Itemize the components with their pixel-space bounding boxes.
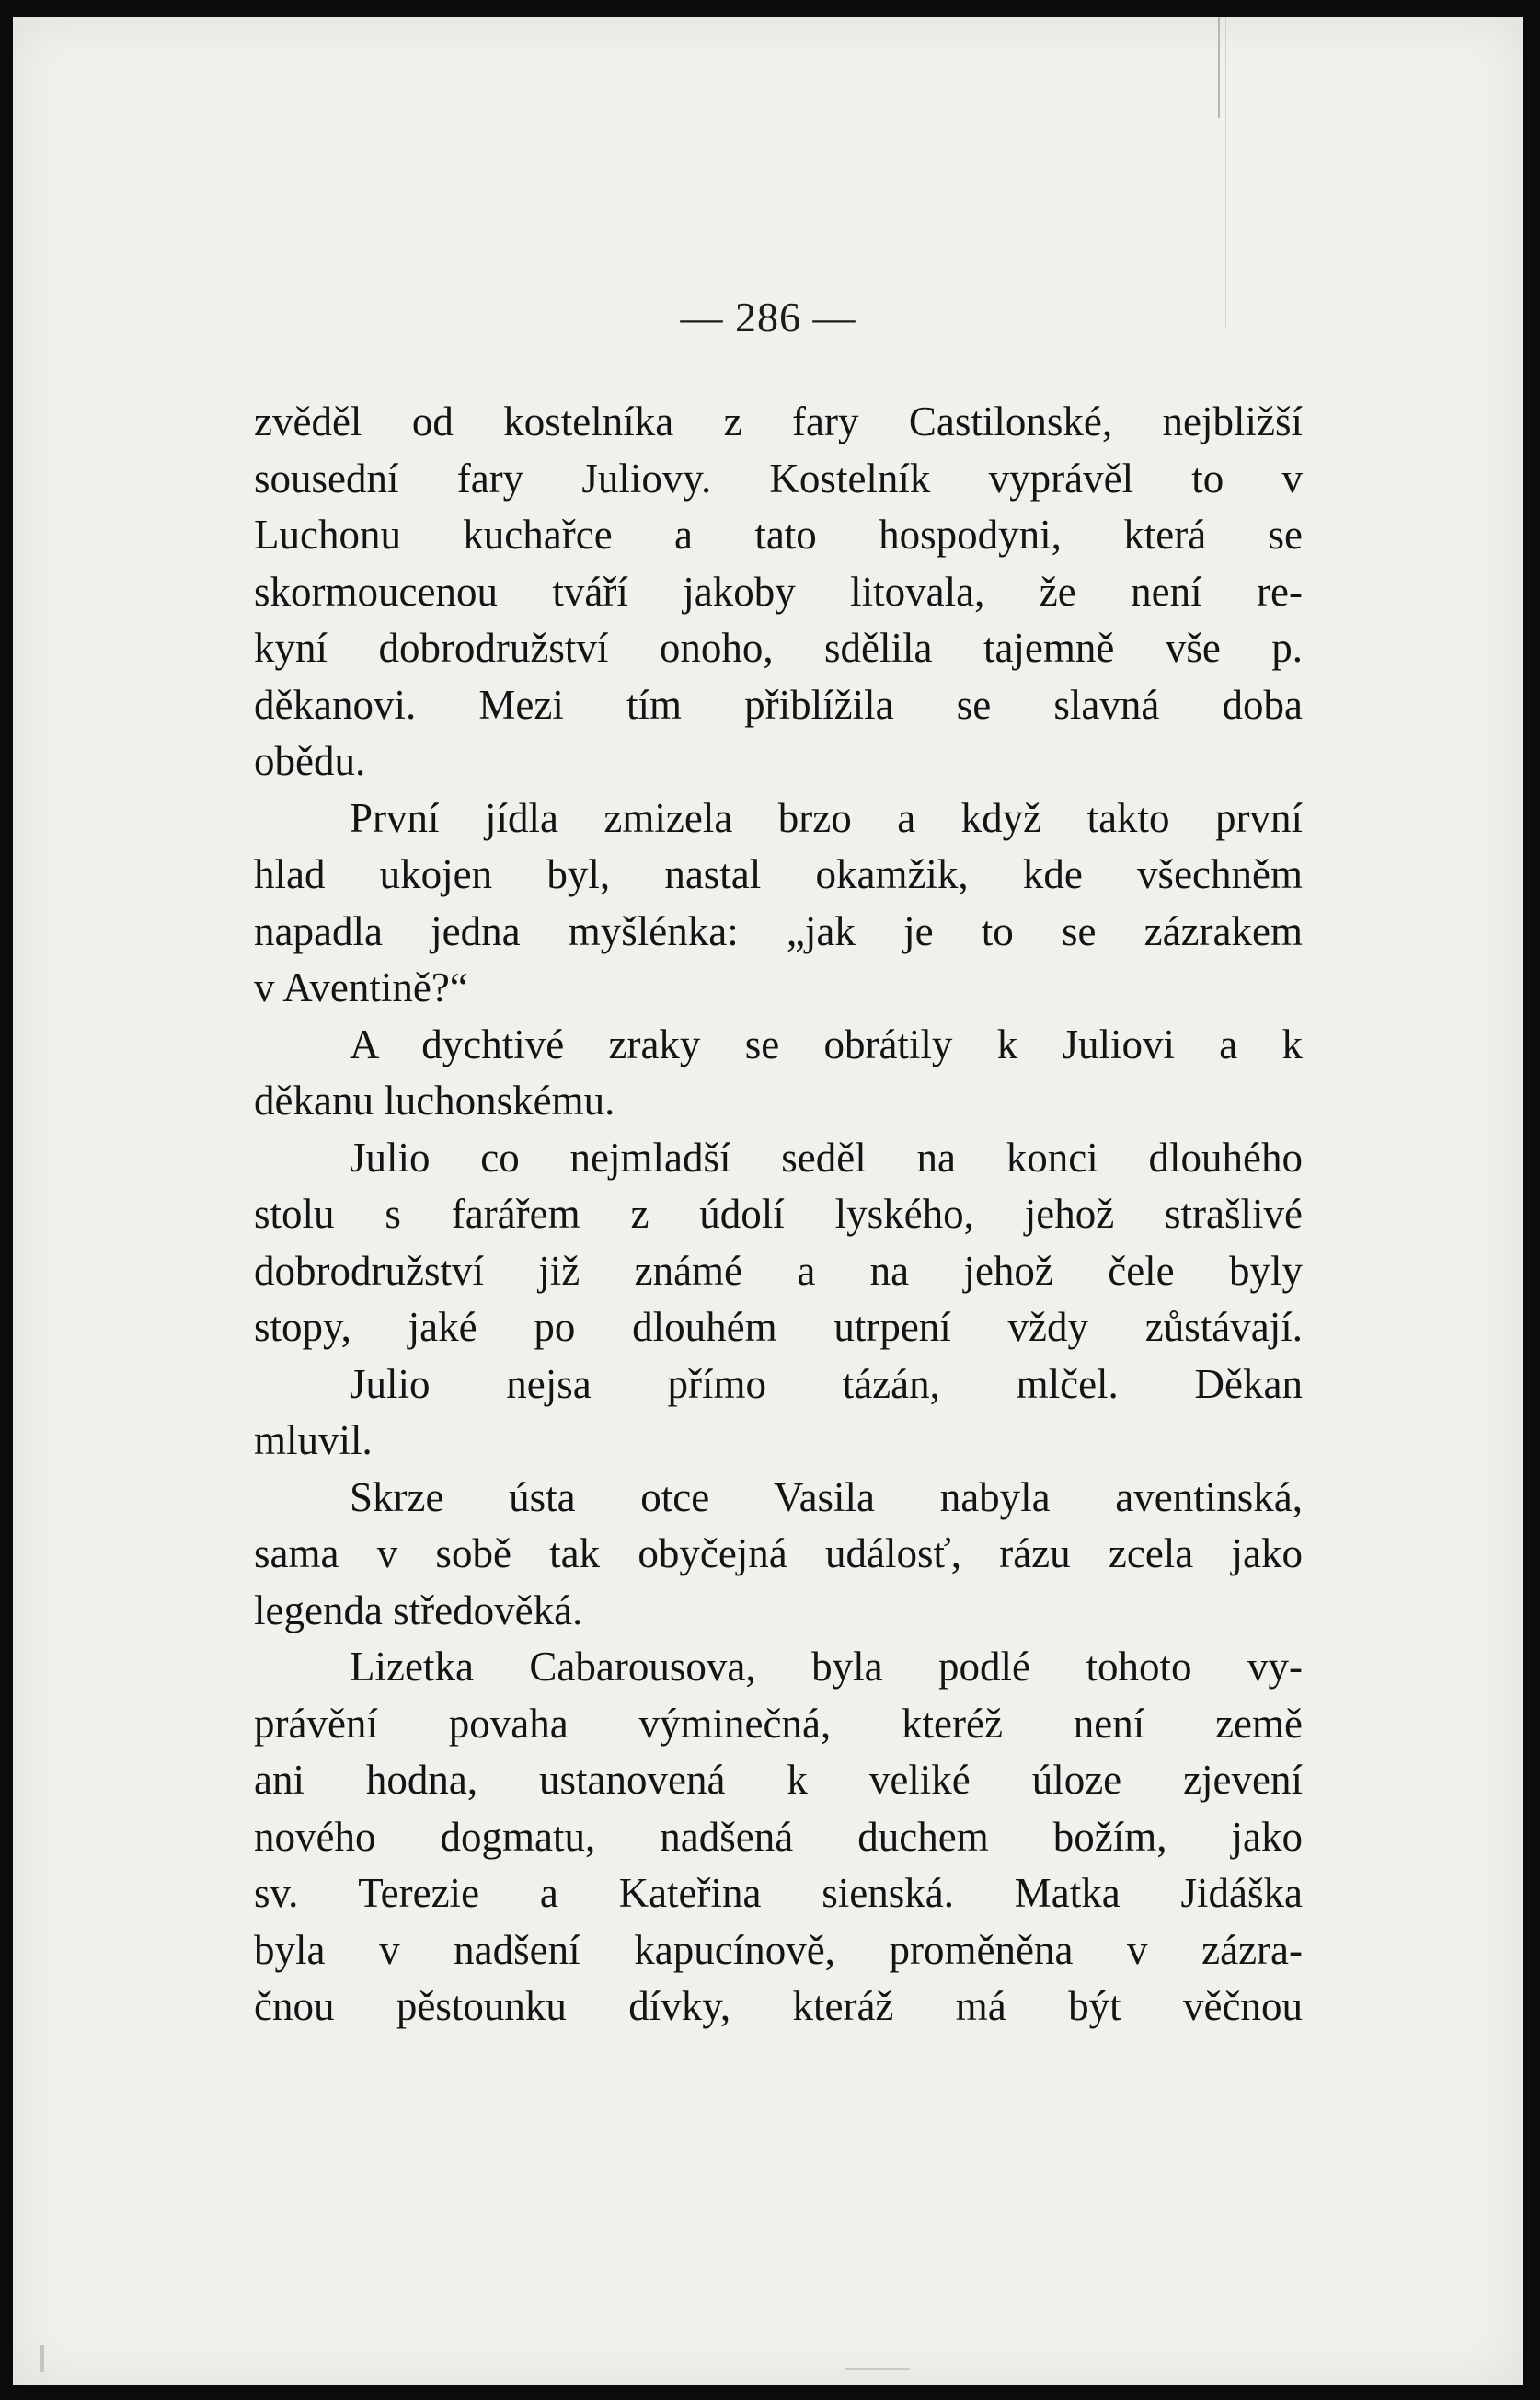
text-line: zvěděl od kostelníka z fary Castilonské, nejbližší <box>254 398 1303 444</box>
text-line: hlad ukojen byl, nastal okamžik, kde všechněm <box>254 851 1303 897</box>
body-text <box>254 394 1303 2036</box>
margin-scratch-mark <box>1225 17 1226 329</box>
text-line: mluvil. <box>254 1417 373 1463</box>
text-line: kyní dobrodružství onoho, sdělila tajemně vše p. <box>254 625 1303 671</box>
text-line: sama v sobě tak obyčejná událosť, rázu zcela jako <box>254 1530 1303 1576</box>
text-line: sousední fary Juliovy. Kostelník vyprávěl to v <box>254 455 1303 502</box>
text-line: stopy, jaké po dlouhém utrpení vždy zůstávají. <box>254 1304 1303 1350</box>
text-line: právění povaha výminečná, kteréž není země <box>254 1700 1303 1747</box>
margin-scratch-mark <box>1218 17 1220 118</box>
book-page <box>13 17 1523 2385</box>
margin-scratch-mark <box>40 2345 44 2372</box>
margin-scratch-mark <box>845 2368 910 2370</box>
text-line: Julio co nejmladší seděl na konci dlouhého <box>350 1134 1303 1181</box>
text-line: ani hodna, ustanovená k veliké úloze zjevení <box>254 1757 1303 1803</box>
text-line: Lizetka Cabarousova, byla podlé tohoto vy- <box>350 1644 1303 1690</box>
text-line: skormoucenou tváří jakoby litovala, že není re- <box>254 568 1303 615</box>
text-line: sv. Terezie a Kateřina sienská. Matka Jidáška <box>254 1870 1303 1916</box>
text-line: Julio nejsa přímo tázán, mlčel. Děkan <box>350 1360 1303 1407</box>
text-line: děkanu luchonskému. <box>254 1078 615 1124</box>
text-line: obědu. <box>254 738 366 784</box>
text-line: čnou pěstounku dívky, kteráž má být věčnou <box>254 1983 1303 2029</box>
text-line: děkanovi. Mezi tím přiblížila se slavná doba <box>254 681 1303 728</box>
text-line: A dychtivé zraky se obrátily k Juliovi a k <box>350 1021 1303 1067</box>
text-line: První jídla zmizela brzo a když takto první <box>350 794 1303 841</box>
text-line: napadla jedna myšlénka: „jak je to se zázrakem <box>254 907 1303 954</box>
page-number: — 286 — <box>680 294 856 340</box>
text-line: nového dogmatu, nadšená duchem božím, jako <box>254 1813 1303 1860</box>
text-line: byla v nadšení kapucínově, proměněna v zázra- <box>254 1926 1303 1973</box>
text-line: Luchonu kuchařce a tato hospodyni, která se <box>254 512 1303 558</box>
text-line: dobrodružství již známé a na jehož čele byly <box>254 1247 1303 1294</box>
text-line: legenda středověká. <box>254 1587 583 1633</box>
text-line: Skrze ústa otce Vasila nabyla aventinská, <box>350 1473 1303 1520</box>
text-line: v Aventině?“ <box>254 964 468 1010</box>
text-line: stolu s farářem z údolí lyského, jehož strašlivé <box>254 1191 1303 1237</box>
